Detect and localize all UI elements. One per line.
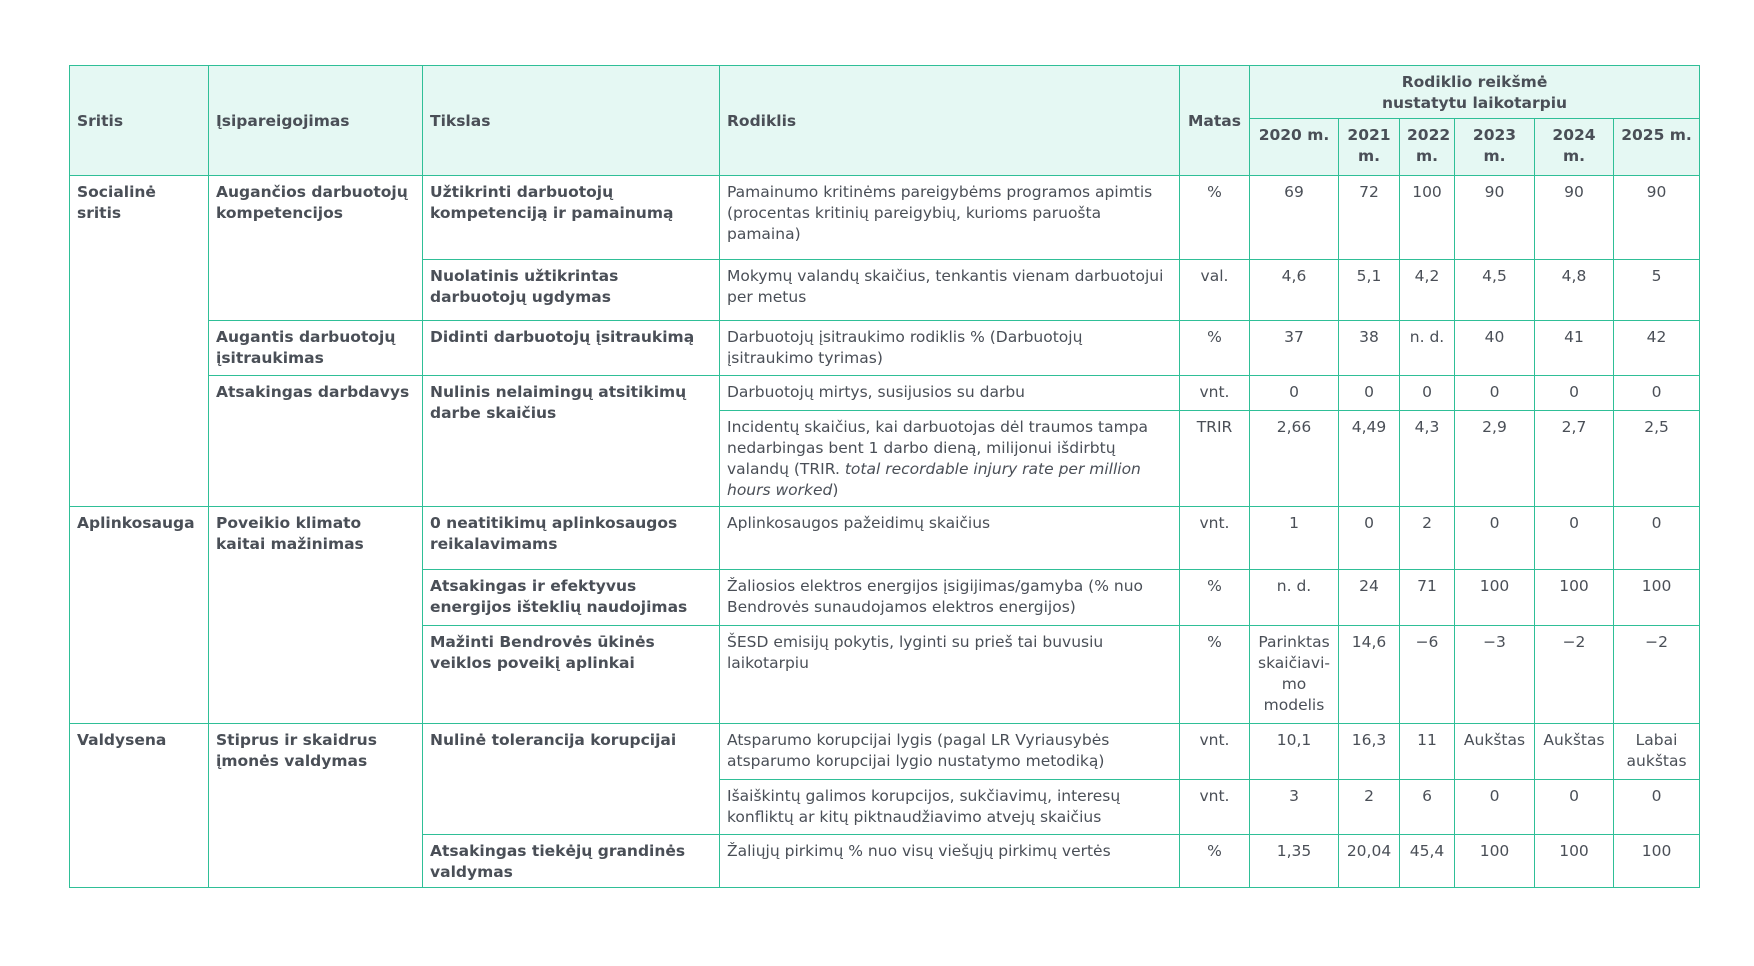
goal-cell: Didinti darbuotojų įsitraukimą — [423, 321, 720, 376]
header-year: 2023 m. — [1455, 119, 1535, 176]
value-cell: 41 — [1535, 321, 1614, 376]
header-year: 2024 m. — [1535, 119, 1614, 176]
unit-cell: TRIR — [1180, 411, 1250, 507]
value-cell: 71 — [1400, 570, 1455, 626]
value-cell: 0 — [1400, 376, 1455, 411]
indicator-cell: Žaliosios elektros energijos įsigijimas/gamyba (% nuo Bendrovės sunaudojamos elektros energijos) — [720, 570, 1180, 626]
area-cell: Aplinkosauga — [70, 507, 209, 724]
value-cell: 0 — [1339, 376, 1400, 411]
indicator-table — [69, 65, 1700, 888]
value-cell: 5,1 — [1339, 260, 1400, 321]
unit-cell: % — [1180, 570, 1250, 626]
indicator-cell: ŠESD emisijų pokytis, lyginti su prieš tai buvusiu laikotarpiu — [720, 626, 1180, 724]
value-cell: 37 — [1250, 321, 1339, 376]
value-cell: 100 — [1455, 570, 1535, 626]
value-cell: 4,3 — [1400, 411, 1455, 507]
unit-cell: val. — [1180, 260, 1250, 321]
goal-cell: Mažinti Bendrovės ūkinės veiklos poveikį aplinkai — [423, 626, 720, 724]
indicator-cell: Atsparumo korupcijai lygis (pagal LR Vyriausybės atsparumo korupcijai lygio nustatymo metodiką) — [720, 724, 1180, 780]
goal-cell: Nuolatinis užtikrintas darbuotojų ugdymas — [423, 260, 720, 321]
goal-cell: 0 neatitikimų aplinkosaugos reikalavimams — [423, 507, 720, 570]
commitment-cell: Atsakingas darbdavys — [209, 376, 423, 507]
value-cell: −3 — [1455, 626, 1535, 724]
header-indicator: Rodiklis — [720, 66, 1180, 176]
header-value-group-label: Rodiklio reikšmė nustatytu laikotarpiu — [1381, 73, 1568, 112]
commitment-cell: Augančios darbuotojų kompetencijos — [209, 176, 423, 321]
table-row — [70, 321, 1700, 376]
value-cell: 100 — [1614, 570, 1700, 626]
value-cell: 4,5 — [1455, 260, 1535, 321]
value-cell: −2 — [1614, 626, 1700, 724]
header-value-group — [1250, 66, 1700, 119]
value-cell: 24 — [1339, 570, 1400, 626]
indicator-cell: Žaliųjų pirkimų % nuo visų viešųjų pirkimų vertės — [720, 835, 1180, 888]
value-cell: 11 — [1400, 724, 1455, 780]
value-cell: 2,5 — [1614, 411, 1700, 507]
header-year: 2020 m. — [1250, 119, 1339, 176]
unit-cell: % — [1180, 321, 1250, 376]
indicator-cell — [720, 411, 1180, 507]
area-cell: Socialinė sritis — [70, 176, 209, 507]
header-row — [70, 66, 1700, 119]
commitment-cell: Augantis darbuotojų įsitraukimas — [209, 321, 423, 376]
indicator-cell: Aplinkosaugos pažeidimų skaičius — [720, 507, 1180, 570]
value-cell: 0 — [1250, 376, 1339, 411]
value-cell: 40 — [1455, 321, 1535, 376]
header-goal: Tikslas — [423, 66, 720, 176]
table-row — [70, 724, 1700, 780]
header-area: Sritis — [70, 66, 209, 176]
commitment-cell: Stiprus ir skaidrus įmonės valdymas — [209, 724, 423, 888]
value-cell: 4,8 — [1535, 260, 1614, 321]
value-cell: 5 — [1614, 260, 1700, 321]
value-cell: 100 — [1455, 835, 1535, 888]
value-cell: 72 — [1339, 176, 1400, 260]
header-year: 2022 m. — [1400, 119, 1455, 176]
value-cell: 38 — [1339, 321, 1400, 376]
value-cell: 100 — [1614, 835, 1700, 888]
value-cell: 0 — [1535, 376, 1614, 411]
value-cell: 0 — [1614, 507, 1700, 570]
indicator-cell: Darbuotojų mirtys, susijusios su darbu — [720, 376, 1180, 411]
value-cell: 1 — [1250, 507, 1339, 570]
value-cell: 2 — [1400, 507, 1455, 570]
commitment-cell: Poveikio klimato kaitai mažinimas — [209, 507, 423, 724]
unit-cell: % — [1180, 176, 1250, 260]
value-cell: 0 — [1614, 780, 1700, 835]
goal-cell: Nulinė tolerancija korupcijai — [423, 724, 720, 835]
area-cell: Valdysena — [70, 724, 209, 888]
table-row — [70, 376, 1700, 411]
value-cell: 90 — [1614, 176, 1700, 260]
indicator-cell: Mokymų valandų skaičius, tenkantis vienam darbuotojui per metus — [720, 260, 1180, 321]
value-cell: 2,9 — [1455, 411, 1535, 507]
value-cell: 2 — [1339, 780, 1400, 835]
value-cell: −6 — [1400, 626, 1455, 724]
unit-cell: vnt. — [1180, 376, 1250, 411]
value-cell: 0 — [1535, 507, 1614, 570]
value-cell: Parinktas skaičiavi-mo modelis — [1250, 626, 1339, 724]
header-commitment: Įsipareigojimas — [209, 66, 423, 176]
table-row — [70, 176, 1700, 260]
unit-cell: vnt. — [1180, 724, 1250, 780]
value-cell: 100 — [1535, 835, 1614, 888]
value-cell: Aukštas — [1455, 724, 1535, 780]
value-cell: 90 — [1455, 176, 1535, 260]
goal-cell: Atsakingas tiekėjų grandinės valdymas — [423, 835, 720, 888]
value-cell: 100 — [1535, 570, 1614, 626]
value-cell: 0 — [1455, 780, 1535, 835]
indicator-italic-text: total recordable injury rate per million hours worked — [727, 460, 1141, 499]
value-cell: 20,04 — [1339, 835, 1400, 888]
goal-cell: Atsakingas ir efektyvus energijos išteklių naudojimas — [423, 570, 720, 626]
value-cell: 45,4 — [1400, 835, 1455, 888]
value-cell: 3 — [1250, 780, 1339, 835]
indicator-end-text: ) — [832, 481, 839, 499]
value-cell: 42 — [1614, 321, 1700, 376]
value-cell: 4,6 — [1250, 260, 1339, 321]
value-cell: 2,7 — [1535, 411, 1614, 507]
value-cell: 10,1 — [1250, 724, 1339, 780]
value-cell: 0 — [1535, 780, 1614, 835]
value-cell: 4,2 — [1400, 260, 1455, 321]
indicator-cell: Pamainumo kritinėms pareigybėms programos apimtis (procentas kritinių pareigybių, kurioms paruošta pamaina) — [720, 176, 1180, 260]
value-cell: 0 — [1455, 507, 1535, 570]
value-cell: Labai aukštas — [1614, 724, 1700, 780]
header-year: 2021 m. — [1339, 119, 1400, 176]
value-cell: 0 — [1455, 376, 1535, 411]
value-cell: 6 — [1400, 780, 1455, 835]
unit-cell: vnt. — [1180, 507, 1250, 570]
indicator-text: Incidentų skaičius, kai darbuotojas dėl traumos tampa nedarbingas bent 1 darbo dieną, milijonui išdirbtų valandų (TRIR. — [727, 418, 1149, 478]
value-cell: 4,49 — [1339, 411, 1400, 507]
value-cell: 1,35 — [1250, 835, 1339, 888]
value-cell: n. d. — [1250, 570, 1339, 626]
value-cell: 16,3 — [1339, 724, 1400, 780]
unit-cell: % — [1180, 835, 1250, 888]
header-year: 2025 m. — [1614, 119, 1700, 176]
value-cell: n. d. — [1400, 321, 1455, 376]
value-cell: 90 — [1535, 176, 1614, 260]
value-cell: −2 — [1535, 626, 1614, 724]
unit-cell: vnt. — [1180, 780, 1250, 835]
header-unit: Matas — [1180, 66, 1250, 176]
indicator-cell: Išaiškintų galimos korupcijos, sukčiavimų, interesų konfliktų ar kitų piktnaudžiavimo atvejų skaičius — [720, 780, 1180, 835]
value-cell: 2,66 — [1250, 411, 1339, 507]
value-cell: 0 — [1614, 376, 1700, 411]
indicator-table-container — [69, 65, 1699, 888]
value-cell: 100 — [1400, 176, 1455, 260]
value-cell: 69 — [1250, 176, 1339, 260]
indicator-cell: Darbuotojų įsitraukimo rodiklis % (Darbuotojų įsitraukimo tyrimas) — [720, 321, 1180, 376]
value-cell: 14,6 — [1339, 626, 1400, 724]
unit-cell: % — [1180, 626, 1250, 724]
value-cell: Aukštas — [1535, 724, 1614, 780]
table-row — [70, 507, 1700, 570]
goal-cell: Nulinis nelaimingų atsitikimų darbe skaičius — [423, 376, 720, 507]
value-cell: 0 — [1339, 507, 1400, 570]
goal-cell: Užtikrinti darbuotojų kompetenciją ir pamainumą — [423, 176, 720, 260]
